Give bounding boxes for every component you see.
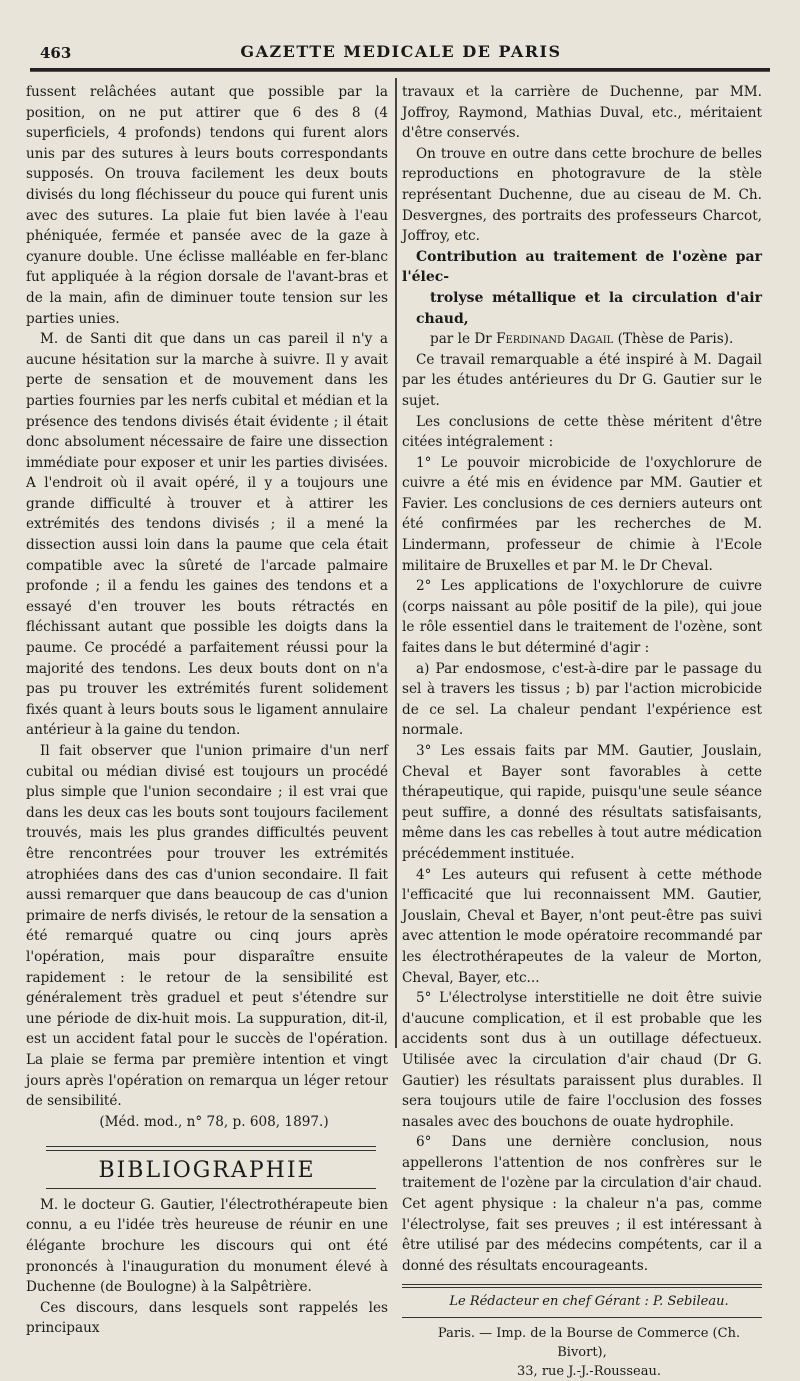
page-header <box>40 38 762 64</box>
header-rule <box>30 68 770 72</box>
byline <box>402 329 762 350</box>
article-title-line: Contribution au traitement de l'ozène par l'élec- <box>402 248 762 286</box>
conclusion-item: 5° L'électrolyse interstitielle ne doit être suivie d'aucune complication, et il est probable que les accidents sont dus à un outillage défectueux. Utilisée avec la circulation d'air chaud (Dr G. Gautier) les résultats paraissent plus durables. Il sera toujours utile de faire l'occlusion des fosses nasales avec des bouchons de ouate hydrophile. <box>402 990 762 1130</box>
byline-prefix: par le Dr <box>430 331 492 348</box>
editor-rule <box>402 1284 762 1288</box>
conclusion-item: 6° Dans une dernière conclusion, nous appellerons l'attention de nos confrères sur le traitement de l'ozène par la circulation d'air chaud. Cet agent physique : la chaleur n'a pas, comme l'électrolyse, fait ses preuves ; il est intéressant à être utilisé par des médecins compétents, car il a donné des résultats encourageants. <box>402 1134 762 1274</box>
byline-suffix: (Thèse de Paris). <box>617 331 734 348</box>
imprint-line: 33, rue J.-J.-Rousseau. <box>517 1364 661 1380</box>
paragraph: M. le docteur G. Gautier, l'électrothérapeute bien connu, a eu l'idée très heureuse de réunir en une élégante brochure les discours qui ont été prononcés à l'inauguration du monument élevé à Duchenne (de Boulogne) à la Salpêtrière. <box>26 1196 388 1296</box>
paragraph: Ces discours, dans lesquels sont rappelés les principaux <box>26 1299 388 1337</box>
conclusion-item: a) Par endosmose, c'est-à-dire par le passage du sel à travers les tissus ; b) par l'action microbicide de ce sel. La chaleur pendant l'expérience est normale. <box>402 660 762 739</box>
section-heading: BIBLIOGRAPHIE <box>98 1158 316 1184</box>
conclusion-item: 1° Le pouvoir microbicide de l'oxychlorure de cuivre a été mis en évidence par MM. Gautier et Favier. Les conclusions de ces derniers auteurs ont été confirmées par les recherches de M. Lindermann, professeur de chimie à l'Ecole militaire de Bruxelles et par M. le Dr Cheval. <box>402 454 762 574</box>
section-rule <box>46 1188 376 1189</box>
paragraph: M. de Santi dit que dans un cas pareil il n'y a aucune hésitation sur la marche à suivre. Il y avait perte de sensation et de mouvement dans les parties fournies par les nerfs cubital et médian et la présence des tendons divisés était évidente ; il était donc absolument nécessaire de faire une dissection immédiate pour exposer et unir les parties divisées. A l'endroit où il avait opéré, il y a toujours une grande difficulté à trouver et à attirer les extrémités des tendons divisés ; il a mené la dissection aussi loin dans la paume que cela était compatible avec la sûreté de l'arcade palmaire profonde ; il a fendu les gaines des tendons et a essayé d'en trouver les bouts rétractés en fléchissant autant que possible les doigts dans la paume. Ce procédé a parfaitement réussi pour la majorité des tendons. Les deux bouts dont on n'a pas pu trouver les extrémités furent solidement fixés quant à leurs bouts sous le ligament annulaire antérieur à la gaine du tendon. <box>26 331 388 739</box>
running-title: GAZETTE MEDICALE DE PARIS <box>240 42 562 61</box>
imprint-line: Paris. — Imp. de la Bourse de Commerce (Ch. Bivort), <box>437 1326 741 1361</box>
page-number: 463 <box>40 44 72 62</box>
conclusion-item: 2° Les applications de l'oxychlorure de cuivre (corps naissant au pôle positif de la pile), qui joue le rôle essentiel dans le traitement de l'ozène, sont faites dans le but déterminé d'agir : <box>402 578 762 657</box>
editor-rule <box>402 1317 762 1318</box>
section-rule <box>46 1146 376 1151</box>
paragraph: Il fait observer que l'union primaire d'un nerf cubital ou médian divisé est toujours un procédé plus simple que l'union secondaire ; il est vrai que dans les deux cas les bouts sont toujours facilement trouvés, mais les plus grandes difficultés peuvent être rencontrées pour trouver les extrémités atrophiées dans des cas d'union secondaire. Il fait aussi remarquer que dans beaucoup de cas d'union primaire de nerfs divisés, le retour de la sensation a été remarqué quatre ou cinq jours après l'opération, mais pour disparaître ensuite rapidement : le retour de la sensibilité est généralement très graduel et peut s'étendre sur une période de dix-huit mois. La suppuration, dit-il, est un accident fatal pour le succès de l'opération. La plaie se ferma par première intention et vingt jours après l'opération on remarqua un léger retour de sensibilité. <box>26 743 388 1110</box>
byline-author: Ferdinand Dagail <box>496 331 614 348</box>
left-column <box>26 82 388 1339</box>
paragraph: On trouve en outre dans cette brochure de belles reproductions en photogravure de la stèle représentant Duchenne, due au ciseau de M. Ch. Desvergnes, des portraits des professeurs Charcot, Joffroy, etc. <box>402 145 762 245</box>
article-title <box>402 247 762 329</box>
article-title-line: trolyse métallique et la circulation d'air chaud, <box>416 289 762 327</box>
conclusion-item: 3° Les essais faits par MM. Gautier, Jouslain, Cheval et Bayer sont favorables à cette thérapeutique, qui rapide, puisqu'une seule séance peut suffire, a donné des résultats satisfaisants, même dans les cas rebelles à tout autre médication précédemment instituée. <box>402 743 762 862</box>
paragraph: travaux et la carrière de Duchenne, par MM. Joffroy, Raymond, Mathias Duval, etc., méritaient d'être conservés. <box>402 84 762 142</box>
right-column <box>402 82 762 1381</box>
paragraph: Ce travail remarquable a été inspiré à M. Dagail par les études antérieures du Dr G. Gautier sur le sujet. <box>402 351 762 409</box>
paragraph: fussent relâchées autant que possible par la position, on ne put attirer que 6 des 8 (4 superficiels, 4 profonds) tendons qui furent alors unis par des sutures à leurs bouts correspondants supposés. On trouva facilement les deux bouts divisés du long fléchisseur du pouce qui furent unis avec des sutures. La plaie fut bien lavée à l'eau phéniquée, fermée et pansée avec de la gaze à cyanure double. Une éclisse malléable en fer-blanc fut appliquée à la région dorsale de l'avant-bras et de la main, afin de diminuer toute tension sur les parties unies. <box>26 84 388 327</box>
editor-line: Le Rédacteur en chef Gérant : P. Sebileau. <box>449 1294 729 1310</box>
conclusion-item: 4° Les auteurs qui refusent à cette méthode l'efficacité que lui reconnaissent MM. Gautier, Jouslain, Cheval et Bayer, n'ont peut-être pas suivi avec attention le mode opératoire recommandé par les électrothérapeutes de la valeur de Morton, Cheval, Bayer, etc... <box>402 866 762 986</box>
citation: (Méd. mod., n° 78, p. 608, 1897.) <box>99 1113 329 1130</box>
column-divider <box>395 78 397 1048</box>
paragraph: Les conclusions de cette thèse méritent d'être citées intégralement : <box>402 413 762 451</box>
